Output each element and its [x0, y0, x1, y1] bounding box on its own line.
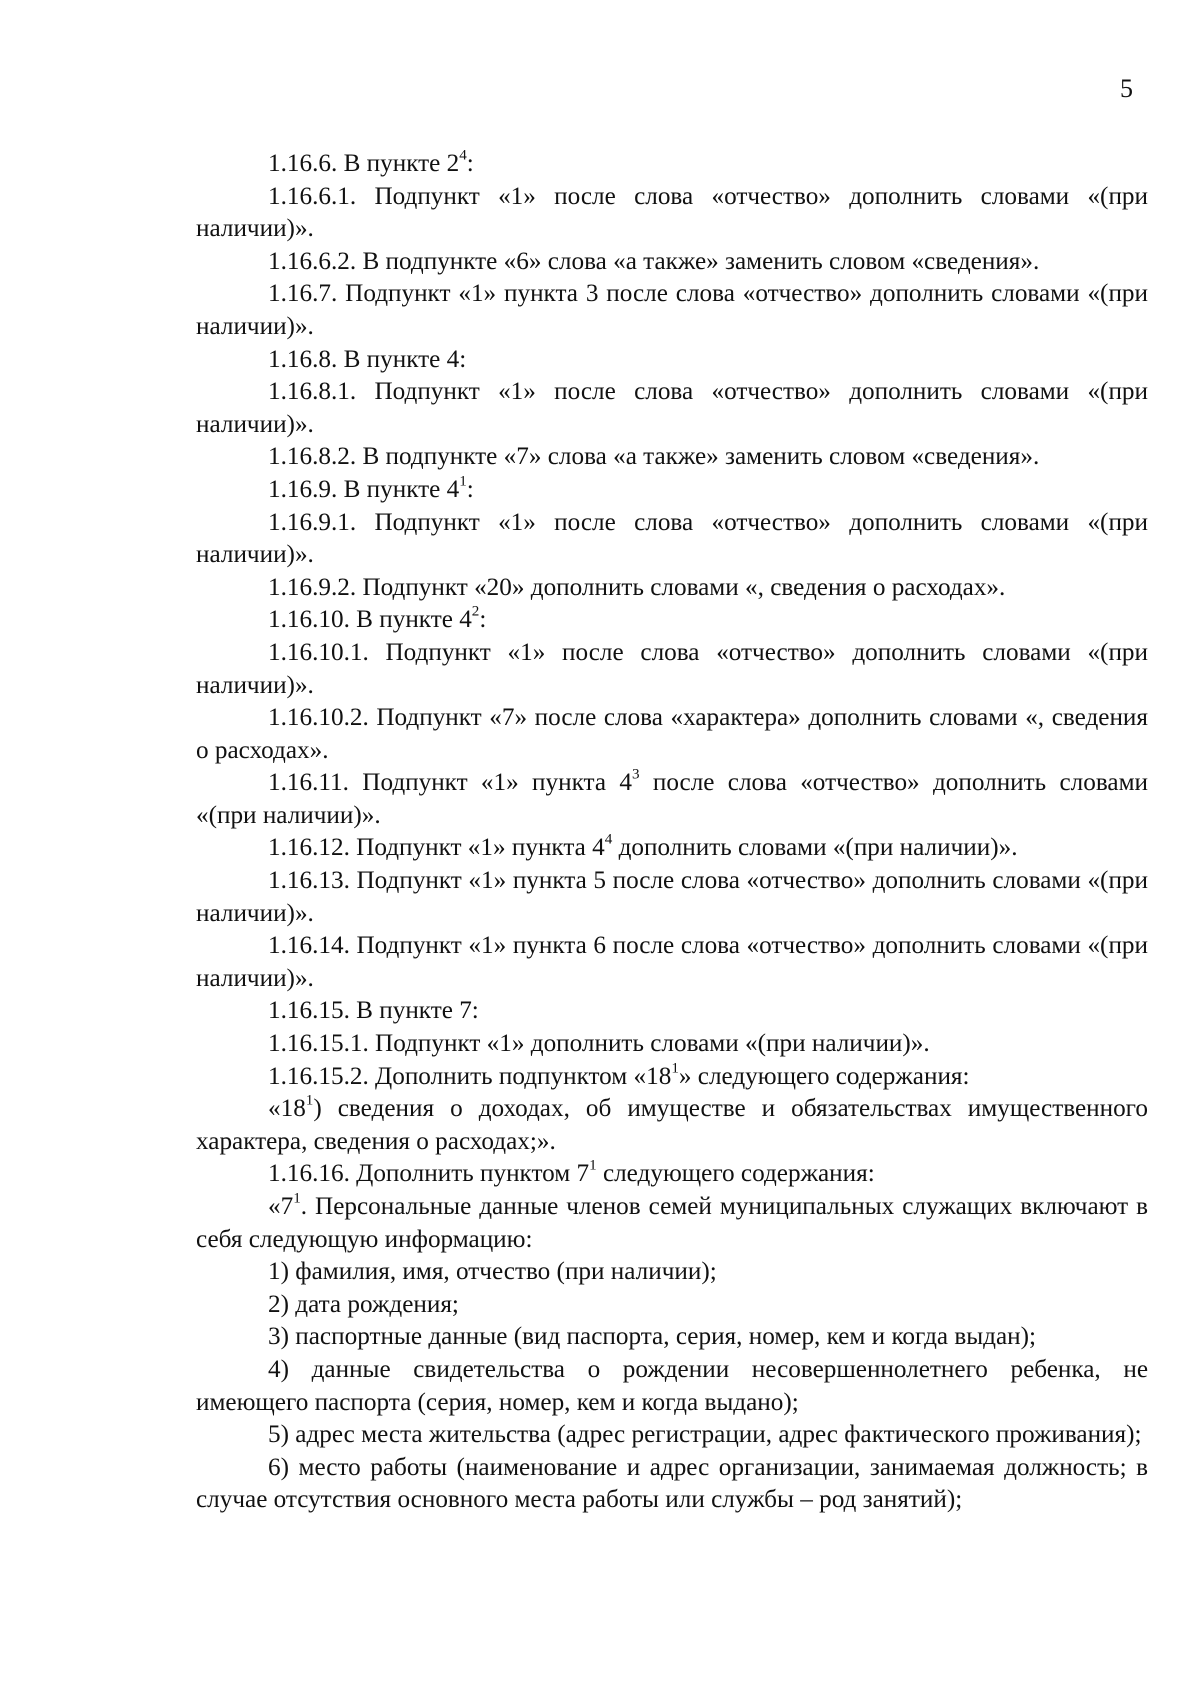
- paragraph: [196, 148, 1148, 181]
- paragraph-text: 1.16.10.2. Подпункт «7» после слова «характера» дополнить словами «, сведения о расходах».: [196, 704, 1148, 764]
- paragraph: [196, 1289, 1148, 1322]
- paragraph: [196, 702, 1148, 767]
- paragraph: [196, 995, 1148, 1028]
- paragraph-text-continued: :: [479, 606, 487, 634]
- paragraph: [196, 1354, 1148, 1419]
- paragraph-text: 1.16.16. Дополнить пунктом 7: [268, 1160, 590, 1188]
- paragraph: [196, 1061, 1148, 1094]
- paragraph-text: 1.16.11. Подпункт «1» пункта 4: [268, 769, 632, 797]
- paragraph-text-continued: :: [466, 150, 474, 177]
- paragraph: [196, 507, 1148, 572]
- paragraph-text-continued: после слова «отчество» дополнить словами «(при наличии)».: [196, 769, 1148, 829]
- paragraph-text: 1.16.10. В пункте 4: [268, 606, 472, 634]
- paragraph-text: 1.16.15.2. Дополнить подпунктом «18: [268, 1062, 672, 1090]
- paragraph: [196, 572, 1148, 605]
- paragraph-text: 3) паспортные данные (вид паспорта, серия, номер, кем и когда выдан);: [268, 1323, 1037, 1351]
- paragraph-text: 1.16.9.2. Подпункт «20» дополнить словами «, сведения о расходах».: [268, 573, 1006, 601]
- paragraph-text: 1.16.6.1. Подпункт «1» после слова «отчество» дополнить словами «(при наличии)».: [196, 182, 1148, 243]
- paragraph: [196, 441, 1148, 474]
- paragraph-text: 1.16.6. В пункте 2: [268, 150, 460, 177]
- paragraph-text: 1.16.8.1. Подпункт «1» после слова «отчество» дополнить словами «(при наличии)».: [196, 378, 1148, 438]
- superscript: 1: [671, 1060, 679, 1077]
- paragraph-text: 1.16.10.1. Подпункт «1» после слова «отчество» дополнить словами «(при наличии)».: [196, 638, 1148, 699]
- paragraph: [196, 832, 1148, 865]
- paragraph: [196, 246, 1148, 279]
- paragraph: [196, 767, 1148, 832]
- paragraph: [196, 474, 1148, 507]
- paragraph-text: 1.16.15. В пункте 7:: [268, 997, 479, 1025]
- paragraph: [196, 344, 1148, 377]
- paragraph: [196, 181, 1148, 246]
- paragraph-text: 1.16.14. Подпункт «1» пункта 6 после слова «отчество» дополнить словами «(при наличии)».: [196, 932, 1148, 992]
- paragraph: [196, 930, 1148, 995]
- superscript: 1: [305, 1092, 314, 1109]
- paragraph: [196, 1321, 1148, 1354]
- paragraph-text: 1.16.8.2. В подпункте «7» слова «а также» заменить словом «сведения».: [268, 443, 1040, 471]
- paragraph-text: 5) адрес места жительства (адрес регистрации, адрес фактического проживания);: [268, 1421, 1142, 1449]
- paragraph: [196, 1093, 1148, 1158]
- superscript: 1: [459, 473, 467, 490]
- paragraph-text: 1.16.8. В пункте 4:: [268, 345, 467, 373]
- paragraph-text-continued: следующего содержания:: [596, 1160, 875, 1188]
- superscript: 4: [604, 832, 613, 849]
- paragraph: [196, 278, 1148, 343]
- paragraph: [196, 604, 1148, 637]
- paragraph: [196, 1419, 1148, 1452]
- document-body: [196, 148, 1148, 1517]
- paragraph-text-continued: . Персональные данные членов семей муниципальных служащих включают в себя следующую информацию:: [196, 1193, 1148, 1253]
- paragraph-text-continued: ) сведения о доходах, об имуществе и обязательствах имущественного характера, сведения о расходах;».: [196, 1095, 1148, 1155]
- paragraph-text: 1.16.13. Подпункт «1» пункта 5 после слова «отчество» дополнить словами «(при наличии)».: [196, 867, 1148, 927]
- superscript: 1: [293, 1190, 301, 1207]
- paragraph-text-continued: :: [466, 475, 474, 503]
- paragraph-text: 2) дата рождения;: [268, 1290, 459, 1318]
- paragraph-text: 6) место работы (наименование и адрес организации, занимаемая должность; в случае отсутствия основного места работы или службы – род занятий);: [196, 1453, 1148, 1514]
- paragraph-text: «18: [268, 1095, 306, 1123]
- paragraph: [196, 1158, 1148, 1191]
- paragraph-text: 1) фамилия, имя, отчество (при наличии);: [268, 1258, 717, 1286]
- paragraph: [196, 865, 1148, 930]
- paragraph: [196, 637, 1148, 702]
- paragraph-text: 4) данные свидетельства о рождении несовершеннолетнего ребенка, не имеющего паспорта (серия, номер, кем и когда выдано);: [196, 1355, 1148, 1416]
- paragraph: [196, 1256, 1148, 1289]
- paragraph-text: 1.16.7. Подпункт «1» пункта 3 после слова «отчество» дополнить словами «(при наличии)».: [196, 280, 1148, 340]
- paragraph-text-continued: дополнить словами «(при наличии)».: [612, 834, 1018, 862]
- paragraph-text: 1.16.9.1. Подпункт «1» после слова «отчество» дополнить словами «(при наличии)».: [196, 508, 1148, 569]
- paragraph-text: 1.16.12. Подпункт «1» пункта 4: [268, 834, 605, 862]
- paragraph-text: 1.16.6.2. В подпункте «6» слова «а также» заменить словом «сведения».: [268, 247, 1040, 275]
- superscript: 4: [459, 147, 467, 164]
- superscript: 3: [631, 766, 640, 783]
- paragraph: [196, 1028, 1148, 1061]
- paragraph: [196, 1191, 1148, 1256]
- paragraph: [196, 376, 1148, 441]
- superscript: 1: [589, 1158, 597, 1175]
- page-number: 5: [1120, 74, 1133, 103]
- paragraph-text: 1.16.15.1. Подпункт «1» дополнить словами «(при наличии)».: [268, 1030, 930, 1058]
- paragraph-text-continued: » следующего содержания:: [678, 1062, 970, 1090]
- paragraph-text: «7: [268, 1193, 294, 1220]
- paragraph: [196, 1452, 1148, 1517]
- superscript: 2: [471, 603, 480, 620]
- paragraph-text: 1.16.9. В пункте 4: [268, 475, 460, 503]
